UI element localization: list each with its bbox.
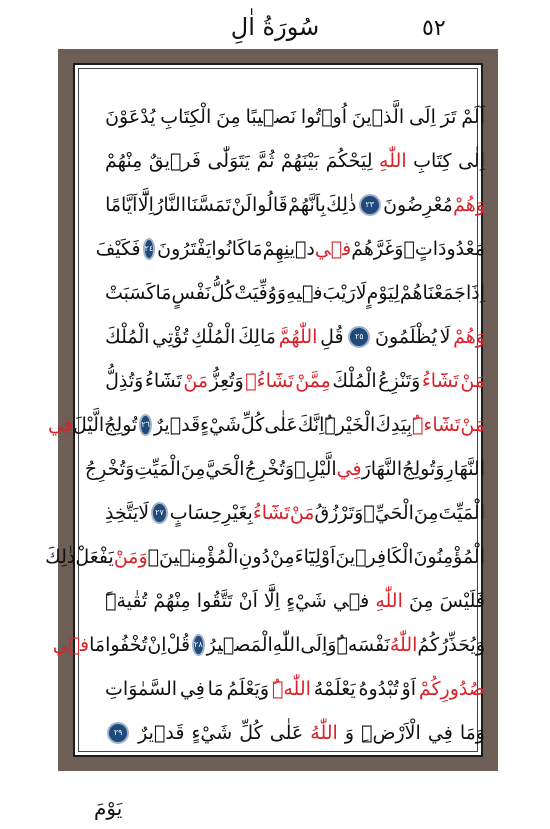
text-line bbox=[105, 315, 485, 359]
word: اَيَّامًا bbox=[105, 194, 138, 216]
word: عَلٰى bbox=[264, 414, 298, 436]
highlighted-word: تَشَٓاءُۜ bbox=[411, 414, 461, 436]
text-line bbox=[105, 711, 485, 755]
word: تُولِجُ bbox=[104, 414, 138, 436]
word: ذٰلِكَ bbox=[45, 546, 76, 568]
word: مَعْدُودَاتٍۖ bbox=[403, 238, 485, 260]
word: وَمَا bbox=[459, 722, 485, 744]
text-line bbox=[105, 183, 485, 227]
word: لَا bbox=[439, 326, 451, 348]
word: مِنَ bbox=[413, 502, 439, 524]
word: وَيُحَذِّرُكُمُ bbox=[417, 634, 485, 656]
highlighted-word: فِي bbox=[336, 458, 362, 480]
highlighted-word: اللّٰهُۜ bbox=[271, 678, 311, 700]
word: مِنَ bbox=[408, 590, 434, 612]
word: وَاِلَى bbox=[300, 634, 337, 656]
word: الْمُؤْمِن۪ينَۚ bbox=[147, 546, 239, 568]
word: اِنْ bbox=[147, 634, 167, 656]
word: بِيَدِكَ bbox=[375, 414, 412, 436]
word: الْكَافِر۪ينَ bbox=[335, 546, 414, 568]
word: الَّيْلِۘ bbox=[294, 458, 337, 480]
word: وَتَرْزُقُ bbox=[314, 502, 364, 524]
word: اِلَى bbox=[408, 106, 436, 128]
word: مَا bbox=[89, 634, 106, 656]
word: الْمَيِّتِ bbox=[134, 458, 181, 480]
highlighted-word: تَشَٓاءُ bbox=[421, 370, 459, 392]
word: قُلْ bbox=[166, 634, 191, 656]
word: السَّمٰوَاتِ bbox=[105, 678, 178, 700]
word: يُدْعَوْنَ bbox=[105, 106, 156, 128]
highlighted-word: وَهُمْ bbox=[453, 326, 485, 348]
word: مِنَ bbox=[180, 458, 206, 480]
word: مَا bbox=[155, 282, 172, 304]
word: الَّذ۪ينَ bbox=[351, 106, 405, 128]
page-number: ٥٢ bbox=[422, 16, 446, 41]
word: يَتَوَلّٰى bbox=[207, 150, 250, 172]
word: اَنْ bbox=[238, 590, 258, 612]
word: لَا bbox=[138, 502, 150, 524]
ayah-end-marker: ٢٩ bbox=[107, 722, 129, 744]
word: ف۪يهِ bbox=[286, 282, 323, 304]
word: يَفْتَرُونَ bbox=[157, 238, 212, 260]
word: فِي bbox=[179, 678, 205, 700]
word: وَتُولِجُ bbox=[402, 458, 445, 480]
word: مِنْ bbox=[270, 546, 295, 568]
ayah-end-marker: ٢٤ bbox=[143, 238, 156, 260]
word: فَلَيْسَ bbox=[439, 590, 485, 612]
word: يَفْعَلْ bbox=[75, 546, 114, 568]
word: الْكِتَابِ bbox=[160, 106, 212, 128]
word: مِنْهُمْ bbox=[105, 150, 143, 172]
word: لِيَحْكُمَ bbox=[325, 150, 373, 172]
word: اِلَّٓا bbox=[137, 194, 154, 216]
word: يُظْلَمُونَ bbox=[374, 326, 437, 348]
word: الَّيْلَ bbox=[72, 414, 105, 436]
word: الْمُلْكِ bbox=[191, 326, 236, 348]
word: ذٰلِكَ bbox=[326, 194, 357, 216]
word: الْمَيِّتَ bbox=[438, 502, 485, 524]
word: الْمَص۪يرُ bbox=[206, 634, 273, 656]
word: تَرَ bbox=[440, 106, 457, 128]
highlighted-word: اللّٰهِ bbox=[379, 150, 407, 172]
page-frame bbox=[45, 49, 498, 771]
highlighted-word: اللّٰهُ bbox=[389, 634, 418, 656]
word: الْحَيَّ bbox=[205, 458, 245, 480]
highlighted-word: مِمَّنْ bbox=[295, 370, 331, 392]
word: شَيْءٍ bbox=[200, 414, 241, 436]
word: كُلِّ bbox=[239, 722, 263, 744]
word: مِنَ bbox=[216, 106, 241, 128]
word: مَا bbox=[207, 678, 224, 700]
word: شَيْءٍ bbox=[286, 590, 327, 612]
text-line bbox=[45, 535, 485, 579]
word: بَيْنَهُمْ bbox=[280, 150, 320, 172]
word: قَد۪يرٌ bbox=[153, 414, 201, 436]
text-line bbox=[95, 227, 485, 271]
word: تَشَٓاءُ bbox=[144, 370, 182, 392]
page-header bbox=[0, 6, 550, 54]
word: اِلَّٓا bbox=[263, 590, 281, 612]
highlighted-word: اللّٰهُمَّ bbox=[278, 326, 318, 348]
word: رَيْبَ bbox=[322, 282, 356, 304]
word: قَالُوا bbox=[251, 194, 288, 216]
highlighted-word: مَنْ bbox=[460, 414, 485, 436]
ayah-end-marker: ٢٥ bbox=[348, 326, 370, 348]
word: وَوُفِّيَتْ bbox=[234, 282, 287, 304]
word: د۪ينِهِمْ bbox=[262, 238, 315, 260]
ayah-end-marker: ٢٧ bbox=[151, 502, 168, 524]
word: الْمُلْكَ bbox=[105, 326, 150, 348]
word: لَا bbox=[355, 282, 367, 304]
word: تَمَسَّنَا bbox=[186, 194, 232, 216]
word: نَفْسَهُۜ bbox=[336, 634, 390, 656]
word: حِسَابٍ bbox=[169, 502, 223, 524]
word: وَتُخْرِجُ bbox=[244, 458, 295, 480]
word: الْحَيِّۘ bbox=[363, 502, 414, 524]
text-frame bbox=[45, 63, 485, 757]
highlighted-word: تَشَٓاءُ bbox=[252, 502, 290, 524]
highlighted-word: اللّٰهُ bbox=[310, 722, 338, 744]
text-line bbox=[105, 271, 485, 315]
highlighted-word: مَنْ bbox=[289, 502, 315, 524]
text-line bbox=[105, 359, 485, 403]
word: نَفْسٍ bbox=[171, 282, 211, 304]
word: فَر۪يقٌ bbox=[148, 150, 201, 172]
word: كَسَبَتْ bbox=[105, 282, 156, 304]
word: تَتَّقُوا bbox=[196, 590, 233, 612]
word: الْمُؤْمِنُونَ bbox=[413, 546, 485, 568]
word: قَد۪يرٌ bbox=[138, 722, 185, 744]
highlighted-word: مَنْ bbox=[183, 370, 209, 392]
highlighted-word: وَهُمْ bbox=[453, 194, 485, 216]
word: تُخْفُوا bbox=[105, 634, 148, 656]
word: لِيَوْمٍ bbox=[366, 282, 400, 304]
text-line bbox=[105, 139, 485, 183]
word: اَلَمْ bbox=[461, 106, 485, 128]
word: يَتَّخِذِ bbox=[105, 502, 139, 524]
text-line bbox=[52, 623, 485, 667]
highlighted-word: ف۪ي bbox=[314, 238, 352, 260]
text-line bbox=[105, 667, 485, 711]
word: وَتُعِزُّ bbox=[209, 370, 244, 392]
word: بِاَنَّهُمْ bbox=[288, 194, 326, 216]
word: نَص۪يبًا bbox=[245, 106, 296, 128]
ayah-end-marker: ٢٨ bbox=[192, 634, 205, 656]
word: اِذَا bbox=[465, 282, 485, 304]
highlighted-word: ف۪ي bbox=[52, 634, 90, 656]
word: مَالِكَ bbox=[238, 326, 276, 348]
surah-title: سُورَةُ اٰلِ bbox=[230, 13, 320, 41]
text-line bbox=[48, 403, 485, 447]
word: تُبْدُوهُ bbox=[358, 678, 399, 700]
word: وَغَرَّهُمْ bbox=[351, 238, 404, 260]
text-line bbox=[105, 579, 485, 623]
word: اِلٰى bbox=[458, 150, 485, 172]
word: وَتُذِلُّ bbox=[105, 370, 144, 392]
word: مِنْهُمْ bbox=[153, 590, 191, 612]
text-line bbox=[105, 95, 485, 139]
word: اللّٰهِ bbox=[272, 634, 301, 656]
word: شَيْءٍ bbox=[191, 722, 233, 744]
word: تُؤْتِي bbox=[152, 326, 189, 348]
word: دُونِ bbox=[238, 546, 271, 568]
word: فِي bbox=[427, 722, 453, 744]
word: النَّهَارِ bbox=[444, 458, 485, 480]
word: كُلُّ bbox=[210, 282, 235, 304]
word: جَمَعْنَاهُمْ bbox=[399, 282, 466, 304]
word: الْاَرْضِۜ bbox=[361, 722, 421, 744]
word: الْمُلْكَ bbox=[332, 370, 377, 392]
word: النَّهَارَ bbox=[361, 458, 403, 480]
word: اَوْلِيَٓاءَ bbox=[294, 546, 336, 568]
word: ثُمَّ bbox=[256, 150, 275, 172]
word: قُلِ bbox=[320, 326, 344, 348]
quran-text bbox=[45, 95, 485, 758]
text-line bbox=[84, 447, 485, 491]
word: فَكَيْفَ bbox=[95, 238, 141, 260]
word: كُلِّ bbox=[240, 414, 265, 436]
ayah-end-marker: ٢٦ bbox=[139, 414, 152, 436]
word: وَتَنْزِعُ bbox=[378, 370, 421, 392]
word: مَا bbox=[246, 238, 263, 260]
highlighted-word: فِي bbox=[48, 414, 73, 436]
word: عَلٰى bbox=[269, 722, 304, 744]
highlighted-word: صُدُورِكُمْ bbox=[418, 678, 485, 700]
word: اِنَّكَ bbox=[297, 414, 325, 436]
word: اَوْ bbox=[401, 678, 416, 700]
word: لَنْ bbox=[231, 194, 252, 216]
word: تُقٰيةًۜ bbox=[105, 590, 148, 612]
highlighted-word: مَنْ bbox=[460, 370, 485, 392]
highlighted-word: وَمَنْ bbox=[113, 546, 148, 568]
word: يَعْلَمْهُ bbox=[313, 678, 356, 700]
word: اُو۫تُوا bbox=[300, 106, 348, 128]
text-line bbox=[105, 491, 485, 535]
word: الْخَيْرُۜ bbox=[324, 414, 376, 436]
word: ف۪ي bbox=[332, 590, 370, 612]
word: بِغَيْرِ bbox=[222, 502, 253, 524]
word: وَتُخْرِجُ bbox=[84, 458, 135, 480]
word: وَ bbox=[344, 722, 355, 744]
catchword: يَوْمَ bbox=[94, 796, 123, 820]
ayah-end-marker: ٢٣ bbox=[359, 194, 381, 216]
highlighted-word: اللّٰهِ bbox=[375, 590, 403, 612]
word: كِتَابِ bbox=[413, 150, 452, 172]
word: النَّارُ bbox=[154, 194, 186, 216]
word: مُعْرِضُونَ bbox=[383, 194, 453, 216]
highlighted-word: تَشَٓاءُۘ bbox=[245, 370, 294, 392]
word: وَيَعْلَمُ bbox=[226, 678, 270, 700]
word: كَانُوا bbox=[211, 238, 247, 260]
